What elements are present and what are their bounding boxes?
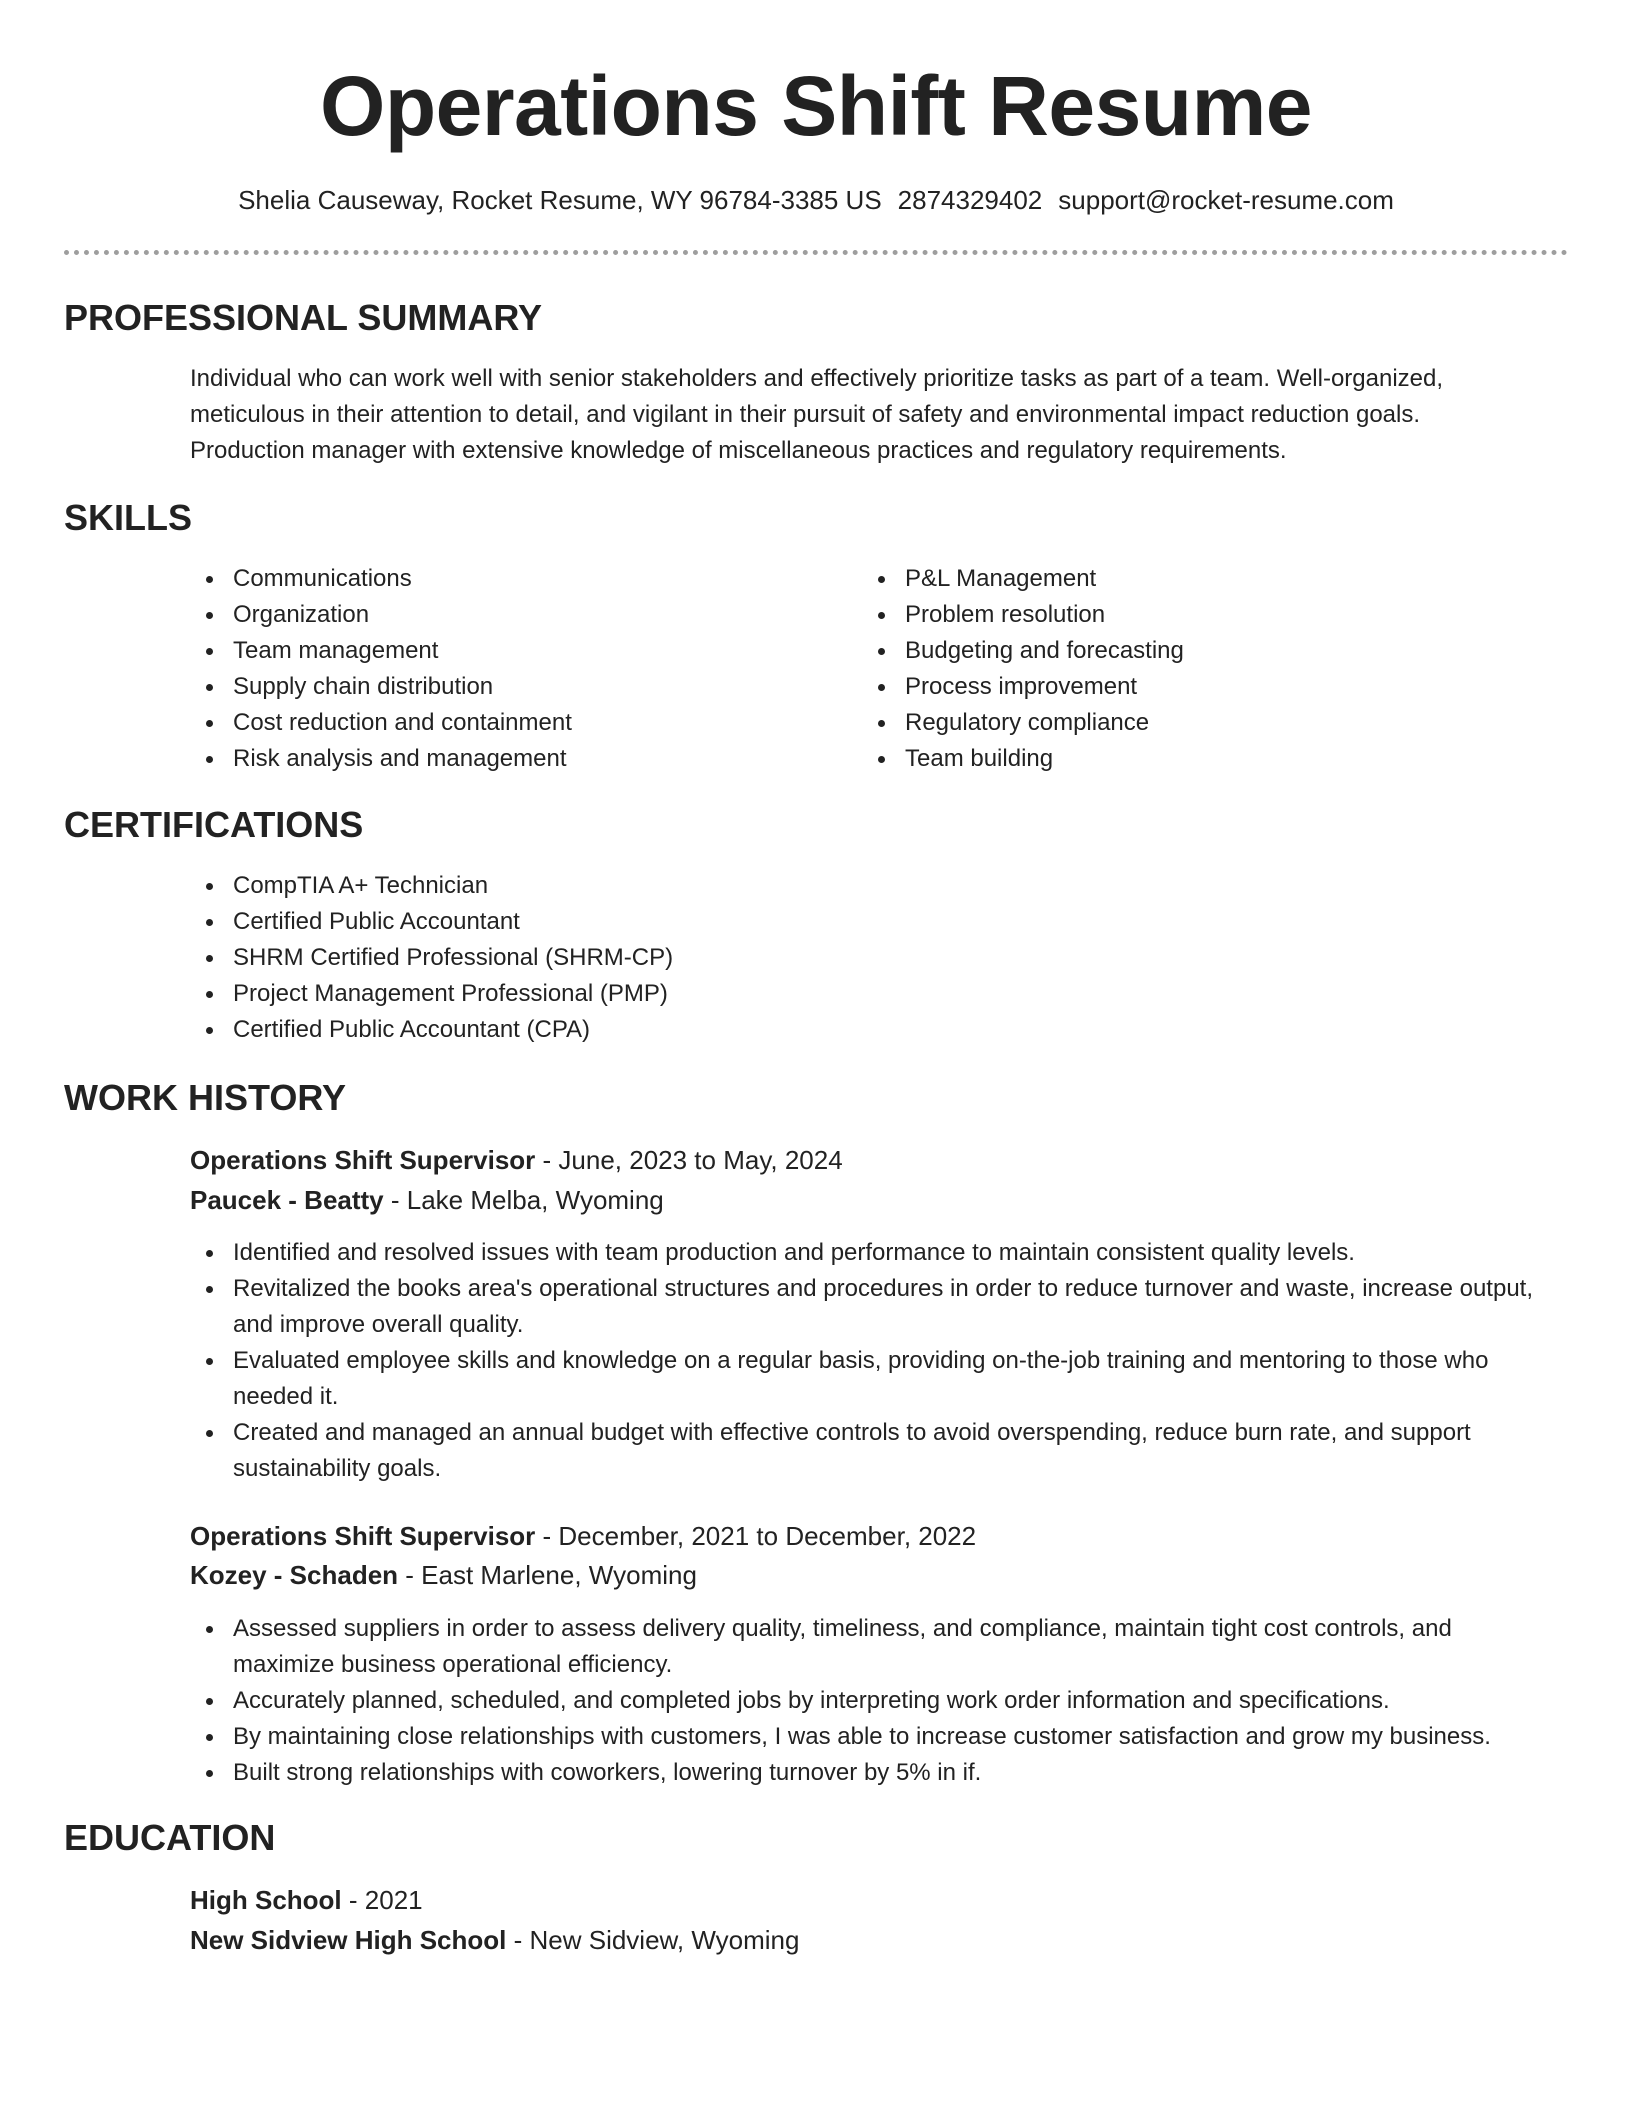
skill-item: Cost reduction and containment	[190, 705, 830, 741]
work-history-heading: WORK HISTORY	[64, 1077, 347, 1118]
certification-item: SHRM Certified Professional (SHRM-CP)	[190, 940, 1520, 976]
education-year: - 2021	[341, 1885, 423, 1915]
job-2-company-line	[190, 1557, 697, 1593]
skills-list-left	[190, 561, 830, 777]
job-bullet: Accurately planned, scheduled, and completed jobs by interpreting work order information and specifications.	[190, 1683, 1550, 1719]
skill-item: Supply chain distribution	[190, 669, 830, 705]
job-1-bullets	[190, 1235, 1550, 1487]
job-dates: - June, 2023 to May, 2024	[535, 1145, 843, 1175]
skill-item: Budgeting and forecasting	[862, 633, 1502, 669]
skill-item: P&L Management	[862, 561, 1502, 597]
job-company: Kozey - Schaden	[190, 1560, 399, 1590]
job-1-company-line	[190, 1182, 664, 1218]
job-location: - East Marlene, Wyoming	[398, 1560, 697, 1590]
contact-address: Shelia Causeway, Rocket Resume, WY 96784-3385 US	[238, 185, 882, 215]
skill-item: Risk analysis and management	[190, 741, 830, 777]
skill-item: Process improvement	[862, 669, 1502, 705]
certification-item: Certified Public Accountant	[190, 904, 1520, 940]
certifications-heading: CERTIFICATIONS	[64, 804, 364, 845]
job-dates: - December, 2021 to December, 2022	[535, 1521, 977, 1551]
job-bullet: Revitalized the books area's operational structures and procedures in order to reduce turnover and waste, increase output, and improve overall quality.	[190, 1271, 1550, 1343]
summary-heading: PROFESSIONAL SUMMARY	[64, 297, 543, 338]
education-degree-line	[190, 1882, 423, 1918]
skill-item: Organization	[190, 597, 830, 633]
job-company: Paucek - Beatty	[190, 1185, 384, 1215]
job-title: Operations Shift Supervisor	[190, 1521, 536, 1551]
education-school: New Sidview High School	[190, 1925, 507, 1955]
education-location: - New Sidview, Wyoming	[506, 1925, 800, 1955]
skill-item: Team building	[862, 741, 1502, 777]
job-location: - Lake Melba, Wyoming	[383, 1185, 664, 1215]
job-title: Operations Shift Supervisor	[190, 1145, 536, 1175]
resume-title: Operations Shift Resume	[319, 59, 1313, 153]
contact-line	[0, 184, 1632, 216]
job-bullet: Identified and resolved issues with team production and performance to maintain consistent quality levels.	[190, 1235, 1550, 1271]
job-bullet: Evaluated employee skills and knowledge on a regular basis, providing on-the-job training and mentoring to those who needed it.	[190, 1343, 1550, 1415]
job-bullet: Built strong relationships with coworkers, lowering turnover by 5% in if.	[190, 1755, 1550, 1791]
job-bullet: Assessed suppliers in order to assess delivery quality, timeliness, and compliance, maintain tight cost controls, and maximize business operational efficiency.	[190, 1611, 1550, 1683]
skills-list-right	[862, 561, 1502, 777]
job-2-bullets	[190, 1611, 1550, 1791]
certification-item: Certified Public Accountant (CPA)	[190, 1012, 1520, 1048]
contact-email: support@rocket-resume.com	[1058, 185, 1394, 215]
skills-heading: SKILLS	[64, 497, 193, 538]
skill-item: Problem resolution	[862, 597, 1502, 633]
skill-item: Communications	[190, 561, 830, 597]
certifications-list	[190, 868, 1520, 1048]
job-2-title-line	[190, 1518, 976, 1554]
summary-text: Individual who can work well with senior stakeholders and effectively prioritize tasks as part of a team. Well-organized, meticulous in their attention to detail, and vigilant in their pursuit of safety and environmental impact reduction goals. Production manager with extensive knowledge of miscellaneous practices and regulatory requirements.	[190, 365, 1444, 464]
job-bullet: Created and managed an annual budget with effective controls to avoid overspending, reduce burn rate, and support sustainability goals.	[190, 1415, 1550, 1487]
education-heading: EDUCATION	[64, 1817, 276, 1858]
job-bullet: By maintaining close relationships with customers, I was able to increase customer satisfaction and grow my business.	[190, 1719, 1550, 1755]
skill-item: Regulatory compliance	[862, 705, 1502, 741]
skill-item: Team management	[190, 633, 830, 669]
education-school-line	[190, 1922, 799, 1958]
header-divider	[64, 250, 1568, 255]
education-degree: High School	[190, 1885, 342, 1915]
certification-item: CompTIA A+ Technician	[190, 868, 1520, 904]
contact-phone: 2874329402	[897, 185, 1043, 215]
certification-item: Project Management Professional (PMP)	[190, 976, 1520, 1012]
job-1-title-line	[190, 1142, 843, 1178]
